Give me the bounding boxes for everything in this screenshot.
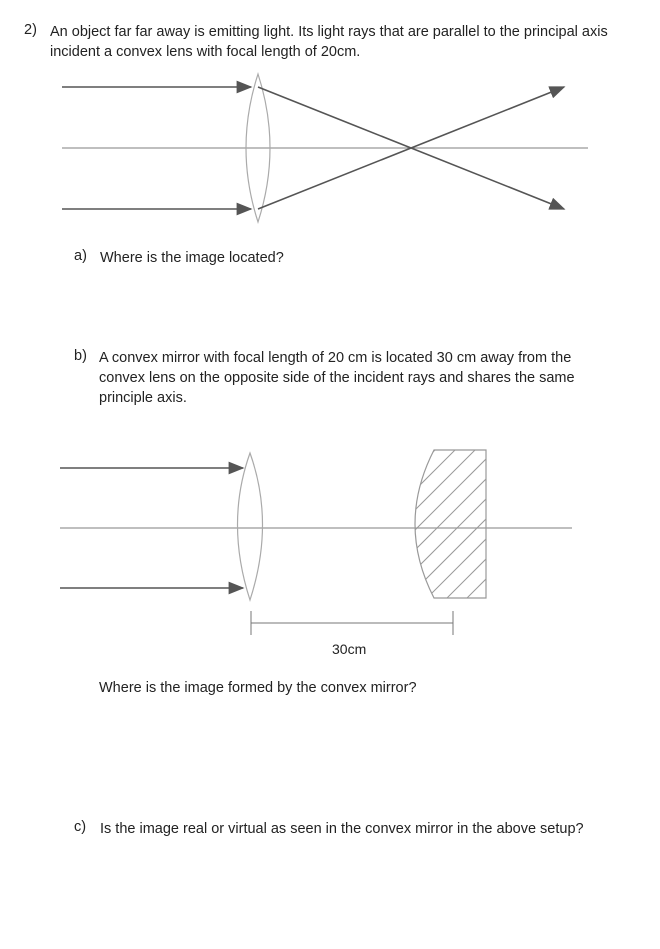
part-b-label: b)	[74, 348, 87, 364]
lens-ray-diagram	[0, 70, 660, 230]
question-text: An object far far away is emitting light. Its light rays that are parallel to the principal axis incident a convex lens with focal length of 20cm.	[50, 24, 608, 60]
distance-label: 30cm	[332, 641, 367, 657]
convex-mirror	[380, 445, 620, 605]
part-c-label: c)	[74, 819, 87, 835]
part-a-text: Where is the image located?	[100, 250, 284, 266]
question-number: 2)	[24, 22, 37, 38]
part-a-label: a)	[74, 248, 87, 264]
part-c-text: Is the image real or virtual as seen in the convex mirror in the above setup?	[100, 821, 584, 837]
convex-lens	[238, 453, 263, 600]
part-b-followup: Where is the image formed by the convex mirror?	[99, 680, 417, 696]
part-b-text: A convex mirror with focal length of 20 cm is located 30 cm away from the convex lens on the opposite side of the incident rays and shares the same principle axis.	[99, 350, 575, 406]
lens-mirror-diagram	[0, 445, 660, 645]
distance-marker	[251, 611, 453, 635]
